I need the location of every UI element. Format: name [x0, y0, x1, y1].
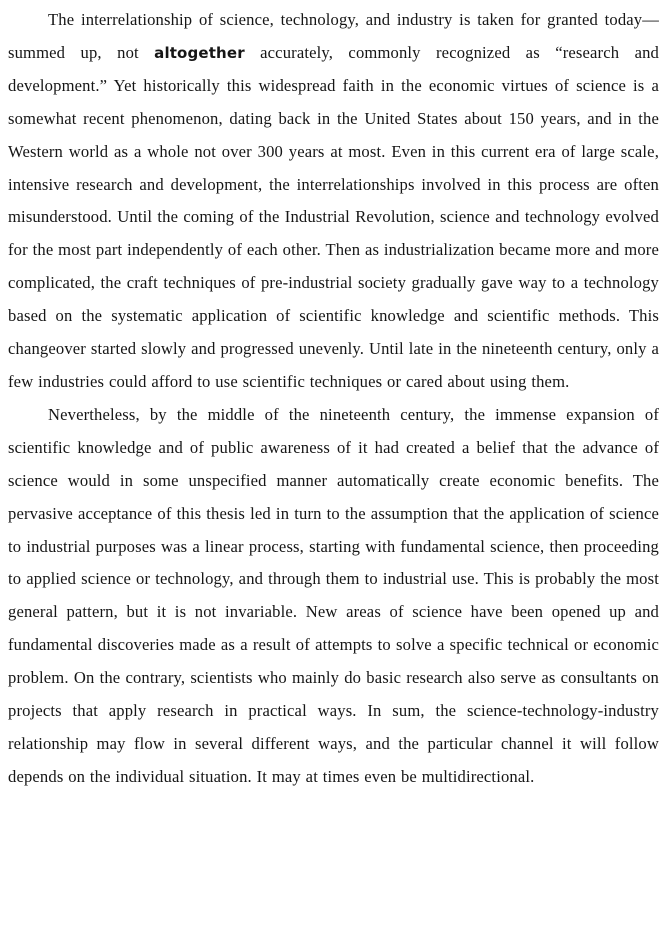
- paragraph-1-text-end: accurately, commonly recognized as “research and development.” Yet historically this widespread faith in the economic virtues of science is a somewhat recent phenomenon, dating back in the United States about 150 years, and in the Western world as a whole not over 300 years at most. Even in this current era of large scale, intensive research and development, the interrelationships involved in this process are often misunderstood. Until the coming of the Industrial Revolution, science and technology evolved for the most part independently of each other. Then as industrialization became more and more complicated, the craft techniques of pre-industrial society gradually gave way to a technology based on the systematic application of scientific knowledge and scientific methods. This changeover started slowly and progressed unevenly. Until late in the nineteenth century, only a few industries could afford to use scientific techniques or cared about using them.: [8, 42, 659, 391]
- paragraph-1: [8, 4, 659, 399]
- paragraph-2-text: Nevertheless, by the middle of the nineteenth century, the immense expansion of scientific knowledge and of public awareness of it had created a belief that the advance of science would in some unspecified manner automatically create economic benefits. The pervasive acceptance of this thesis led in turn to the assumption that the application of science to industrial purposes was a linear process, starting with fundamental science, then proceeding to applied science or technology, and through them to industrial use. This is probably the most general pattern, but it is not invariable. New areas of science have been opened up and fundamental discoveries made as a result of attempts to solve a specific technical or economic problem. On the contrary, scientists who mainly do basic research also serve as consultants on projects that apply research in practical ways. In sum, the science-technology-industry relationship may flow in several different ways, and the particular channel it will follow depends on the individual situation. It may at times even be multidirectional.: [8, 404, 659, 786]
- bold-word-altogether: altogether: [154, 43, 245, 62]
- paragraph-1-text-start: The interrelationship of science, technology, and industry is taken for granted today—summed up, not: [8, 10, 659, 62]
- paragraph-2: [8, 399, 659, 794]
